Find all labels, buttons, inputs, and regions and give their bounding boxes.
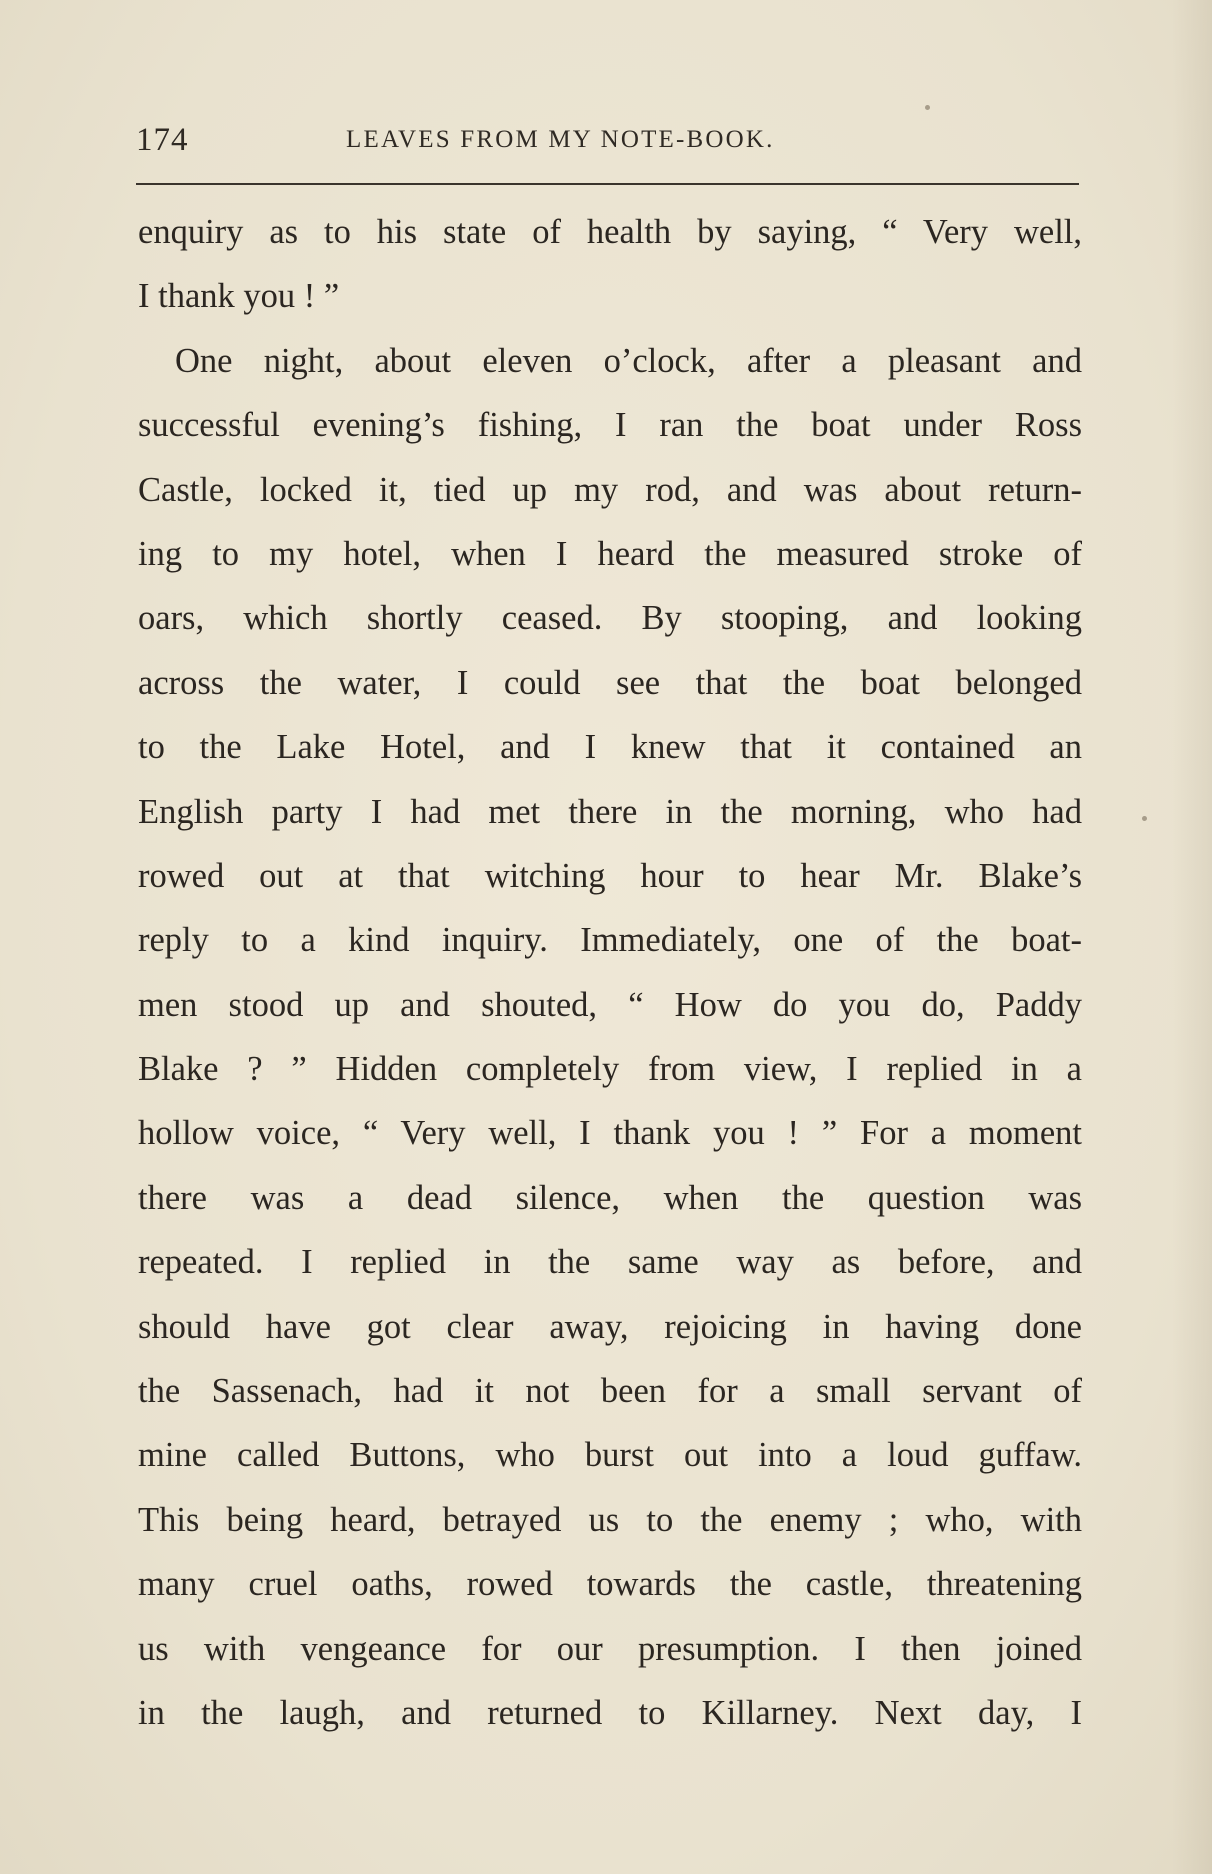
text-line: men stood up and shouted, “ How do you do, Paddy [138,985,1082,1024]
header-rule [136,183,1079,185]
text-line: Castle, locked it, tied up my rod, and was about return- [138,470,1082,509]
page-number: 174 [136,122,189,158]
text-line: in the laugh, and returned to Killarney. Next day, I [138,1693,1082,1732]
text-line: should have got clear away, rejoicing in having done [138,1307,1082,1346]
text-line: hollow voice, “ Very well, I thank you ! ” For a moment [138,1114,1082,1153]
paragraph-first-line: One night, about eleven o’clock, after a pleasant and [175,341,1082,380]
text-line: across the water, I could see that the boat belonged [138,663,1082,702]
text-line: many cruel oaths, rowed towards the castle, threatening [138,1565,1082,1604]
paper-speck [925,105,930,110]
text-line: oars, which shortly ceased. By stooping, and looking [138,599,1082,638]
text-line: to the Lake Hotel, and I knew that it contained an [138,728,1082,767]
text-line: I thank you ! ” [138,277,340,316]
text-line: rowed out at that witching hour to hear Mr. Blake’s [138,856,1082,895]
body-text [138,200,1082,1745]
text-line: mine called Buttons, who burst out into a loud guffaw. [138,1436,1082,1475]
text-line: us with vengeance for our presumption. I then joined [138,1629,1082,1668]
running-title: LEAVES FROM MY NOTE-BOOK. [346,126,775,153]
text-line: enquiry as to his state of health by saying, “ Very well, [138,213,1082,251]
text-line: successful evening’s fishing, I ran the boat under Ross [138,406,1082,445]
page-edge-shadow [1172,0,1212,1874]
paper-speck [1142,816,1147,821]
text-line: This being heard, betrayed us to the enemy ; who, with [138,1500,1082,1539]
text-line: the Sassenach, had it not been for a small servant of [138,1372,1082,1411]
text-line: repeated. I replied in the same way as before, and [138,1243,1082,1282]
text-line: reply to a kind inquiry. Immediately, one of the boat- [138,921,1082,960]
running-head [136,118,1080,168]
text-line: Blake ? ” Hidden completely from view, I replied in a [138,1050,1082,1089]
text-line: ing to my hotel, when I heard the measured stroke of [138,534,1082,573]
text-line: English party I had met there in the morning, who had [138,792,1082,831]
text-line: there was a dead silence, when the question was [138,1178,1082,1217]
